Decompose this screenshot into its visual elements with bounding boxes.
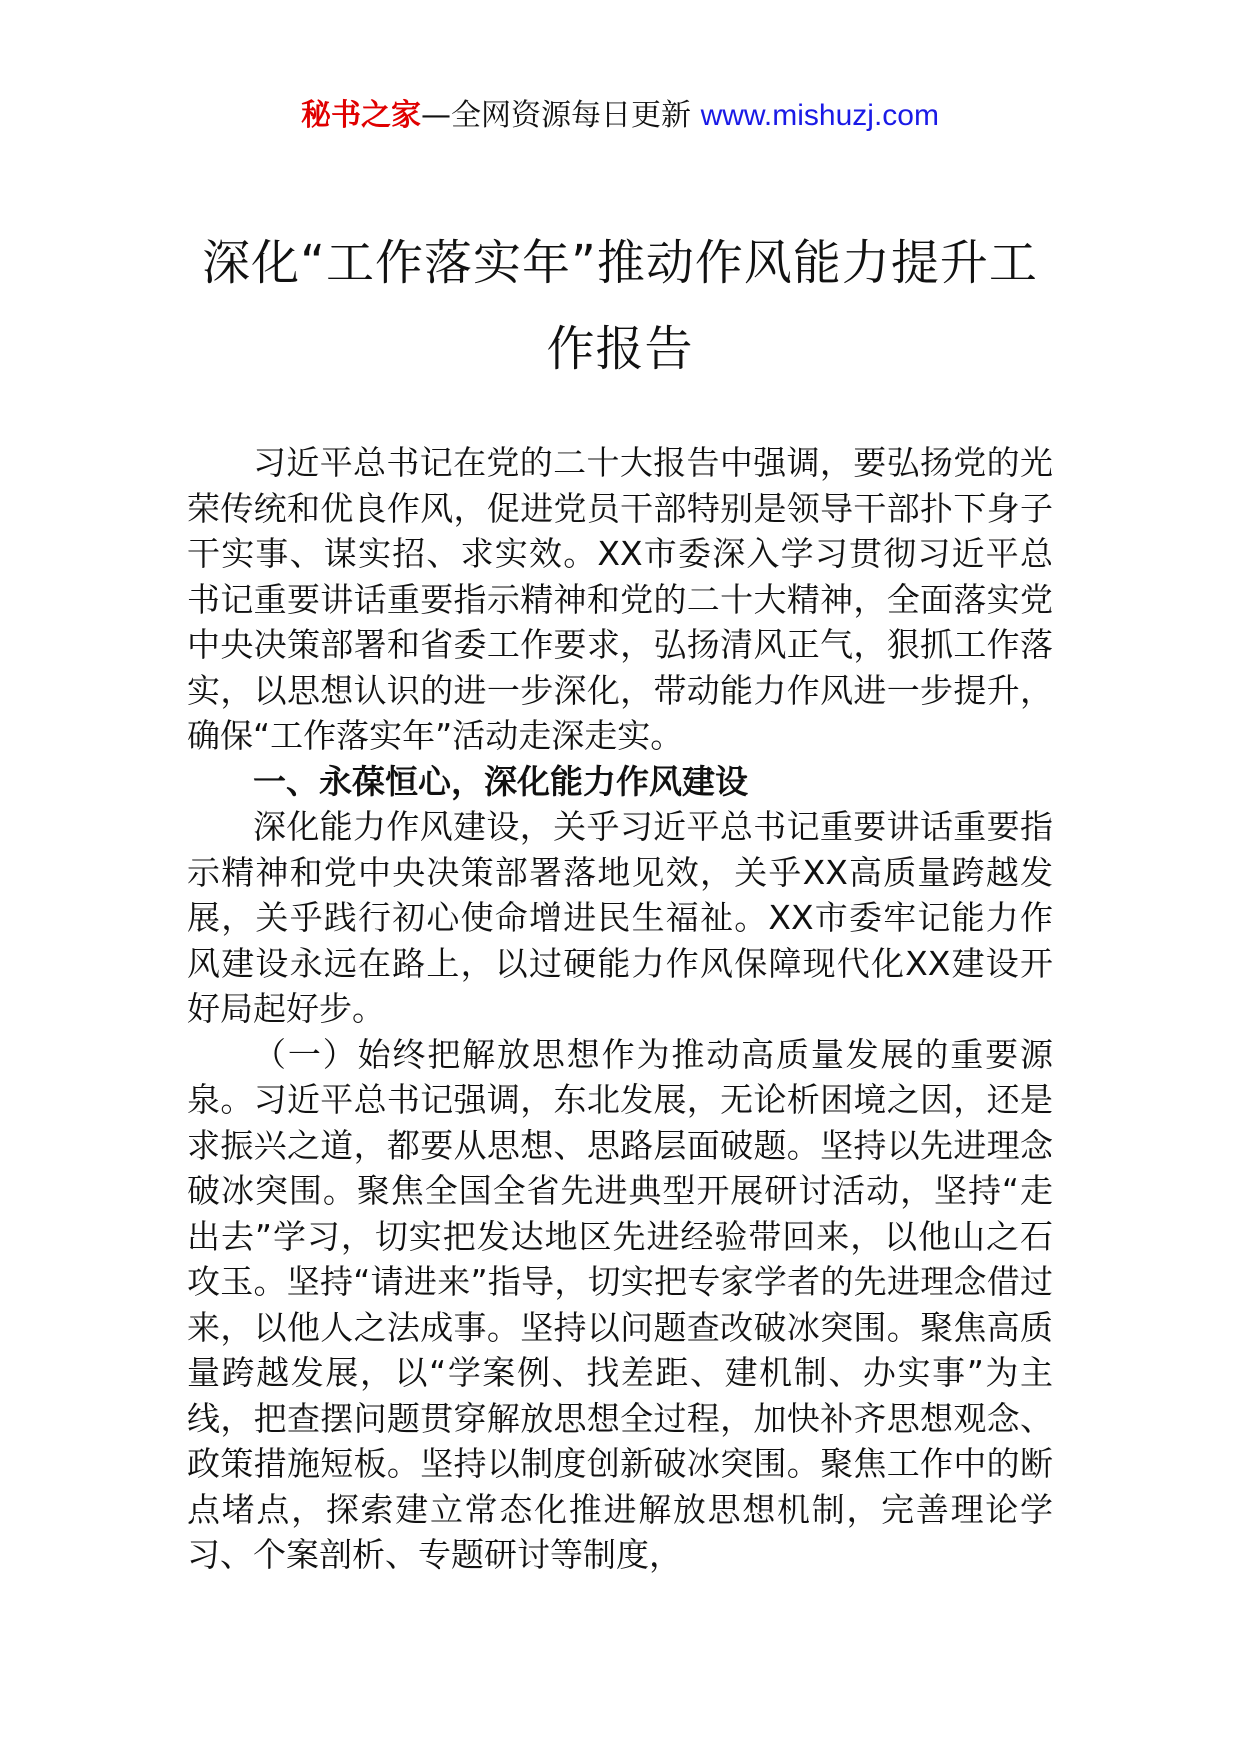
section-heading: 一、永葆恒心，深化能力作风建设 xyxy=(253,761,748,801)
site-url-link[interactable]: www.mishuzj.com xyxy=(700,99,939,132)
site-brand: 秘书之家 xyxy=(301,98,422,133)
site-header xyxy=(0,96,1240,136)
document-title: 深化“工作落实年”推动作风能力提升工作报告 xyxy=(202,235,1038,377)
intro-paragraph: 习近平总书记在党的二十大报告中强调，要弘扬党的光荣传统和优良作风，促进党员干部特别是领导干部扑下身子干实事、谋实招、求实效。XX市委深入学习贯彻习近平总书记重要讲话重要指示精神和党的二十大精神，全面落实党中央决策部署和省委工作要求，弘扬清风正气，狠抓工作落实，以思想认识的进一步深化，带动能力作风进一步提升，确保“工作落实年”活动走深走实。 xyxy=(187,443,1053,755)
document-body xyxy=(187,440,1053,1578)
body-paragraph: （一）始终把解放思想作为推动高质量发展的重要源泉。习近平总书记强调，东北发展，无论析困境之因，还是求振兴之道，都要从思想、思路层面破题。坚持以先进理念破冰突围。聚焦全国全省先进典型开展研讨活动，坚持“走出去”学习，切实把发达地区先进经验带回来，以他山之石攻玉。坚持“请进来”指导，切实把专家学者的先进理念借过来，以他人之法成事。坚持以问题查改破冰突围。聚焦高质量跨越发展，以“学案例、找差距、建机制、办实事”为主线，把查摆问题贯穿解放思想全过程，加快补齐思想观念、政策措施短板。坚持以制度创新破冰突围。聚焦工作中的断点堵点，探索建立常态化推进解放思想机制，完善理论学习、个案剖析、专题研讨等制度， xyxy=(187,1034,1053,1574)
site-tagline: —全网资源每日更新 xyxy=(421,98,692,133)
body-paragraph: 深化能力作风建设，关乎习近平总书记重要讲话重要指示精神和党中央决策部署落地见效，关乎XX高质量跨越发展，关乎践行初心使命增进民生福祉。XX市委牢记能力作风建设永远在路上，以过硬能力作风保障现代化XX建设开好局起好步。 xyxy=(187,807,1053,1028)
